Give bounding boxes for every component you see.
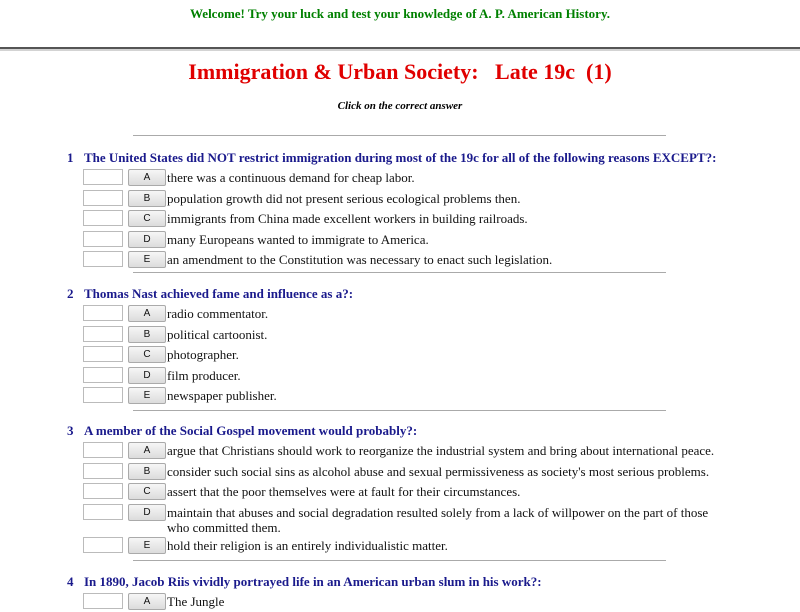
- page-title: Immigration & Urban Society: Late 19c (1): [188, 59, 612, 84]
- answer-feedback-field[interactable]: [83, 367, 123, 383]
- answer-text: radio commentator.: [167, 306, 269, 321]
- answer-feedback-field[interactable]: [83, 326, 123, 342]
- answer-feedback-field[interactable]: [83, 504, 123, 520]
- answer-text: argue that Christians should work to reorganize the industrial system and bring about international peace.: [167, 443, 715, 458]
- answer-option: [67, 249, 780, 270]
- question-heading: [67, 572, 780, 591]
- answer-text: hold their religion is an entirely individualistic matter.: [167, 537, 448, 553]
- answer-feedback-field[interactable]: [83, 251, 123, 267]
- answer-text: political cartoonist.: [167, 326, 268, 342]
- question-3: [67, 421, 780, 555]
- answer-option: [67, 208, 780, 229]
- answer-button-c[interactable]: C: [128, 483, 166, 500]
- answer-option: [67, 344, 780, 365]
- answer-button-e[interactable]: E: [128, 387, 166, 404]
- answer-feedback-field[interactable]: [83, 537, 123, 553]
- answer-feedback-field[interactable]: [83, 231, 123, 247]
- answer-button-a[interactable]: A: [128, 593, 166, 610]
- question-divider: [133, 410, 666, 411]
- answer-option: [67, 481, 780, 502]
- answer-option: [67, 167, 780, 188]
- answer-text: The Jungle: [167, 594, 225, 609]
- answer-feedback-field[interactable]: [83, 387, 123, 403]
- welcome-banner: Welcome! Try your luck and test your knowledge of A. P. American History.: [190, 6, 610, 21]
- answer-option: [67, 188, 780, 209]
- answer-option: [67, 591, 780, 612]
- answer-option: [67, 365, 780, 386]
- question-divider: [133, 135, 666, 136]
- question-text: In 1890, Jacob Riis vividly portrayed life in an American urban slum in his work?:: [84, 574, 542, 589]
- answer-feedback-field[interactable]: [83, 190, 123, 206]
- question-text: The United States did NOT restrict immigration during most of the 19c for all of the following reasons EXCEPT?:: [84, 150, 717, 165]
- answer-feedback-field[interactable]: [83, 483, 123, 499]
- answer-button-c[interactable]: C: [128, 346, 166, 363]
- answer-button-b[interactable]: B: [128, 190, 166, 207]
- answer-button-a[interactable]: A: [128, 305, 166, 322]
- answer-option: [67, 385, 780, 406]
- question-heading: [67, 284, 780, 303]
- answer-feedback-field[interactable]: [83, 305, 123, 321]
- answer-text: photographer.: [167, 347, 239, 362]
- answer-feedback-field[interactable]: [83, 463, 123, 479]
- answer-text: an amendment to the Constitution was necessary to enact such legislation.: [167, 252, 553, 267]
- answer-button-b[interactable]: B: [128, 326, 166, 343]
- answer-button-d[interactable]: D: [128, 367, 166, 384]
- answer-option: [67, 229, 780, 250]
- answer-feedback-field[interactable]: [83, 210, 123, 226]
- answer-option: [67, 461, 780, 482]
- answer-button-d[interactable]: D: [128, 504, 166, 521]
- answer-button-e[interactable]: E: [128, 537, 166, 554]
- question-heading: [67, 148, 780, 167]
- question-divider: [133, 272, 666, 273]
- answer-text: many Europeans wanted to immigrate to America.: [167, 231, 429, 247]
- answer-feedback-field[interactable]: [83, 442, 123, 458]
- answer-text: film producer.: [167, 367, 241, 383]
- answer-text: maintain that abuses and social degradation resulted solely from a lack of willpower on the part of those who committed them.: [167, 504, 709, 535]
- answer-option: [67, 502, 780, 535]
- answer-text: population growth did not present serious ecological problems then.: [167, 190, 521, 206]
- answer-option: [67, 440, 780, 461]
- question-heading: [67, 421, 780, 440]
- answer-feedback-field[interactable]: [83, 593, 123, 609]
- answer-text: assert that the poor themselves were at fault for their circumstances.: [167, 484, 521, 499]
- answer-feedback-field[interactable]: [83, 346, 123, 362]
- answer-text: consider such social sins as alcohol abuse and sexual permissiveness as society's most serious problems.: [167, 463, 710, 479]
- answer-option: [67, 535, 780, 556]
- question-2: [67, 284, 780, 406]
- answer-feedback-field[interactable]: [83, 169, 123, 185]
- question-divider: [133, 560, 666, 561]
- question-text: A member of the Social Gospel movement would probably?:: [84, 423, 418, 438]
- question-text: Thomas Nast achieved fame and influence as a?:: [84, 286, 354, 301]
- answer-text: immigrants from China made excellent workers in building railroads.: [167, 211, 528, 226]
- instruction-text: Click on the correct answer: [337, 100, 463, 112]
- question-number: 1: [67, 150, 74, 165]
- question-4: [67, 572, 780, 612]
- answer-option: [67, 303, 780, 324]
- answer-text: newspaper publisher.: [167, 388, 277, 403]
- answer-button-b[interactable]: B: [128, 463, 166, 480]
- question-number: 2: [67, 286, 74, 301]
- question-number: 4: [67, 574, 74, 589]
- question-1: [67, 148, 780, 270]
- question-number: 3: [67, 423, 74, 438]
- answer-button-e[interactable]: E: [128, 251, 166, 268]
- answer-button-a[interactable]: A: [128, 442, 166, 459]
- answer-button-a[interactable]: A: [128, 169, 166, 186]
- answer-option: [67, 324, 780, 345]
- answer-text: there was a continuous demand for cheap labor.: [167, 170, 415, 185]
- answer-button-d[interactable]: D: [128, 231, 166, 248]
- answer-button-c[interactable]: C: [128, 210, 166, 227]
- header-divider: [0, 47, 800, 51]
